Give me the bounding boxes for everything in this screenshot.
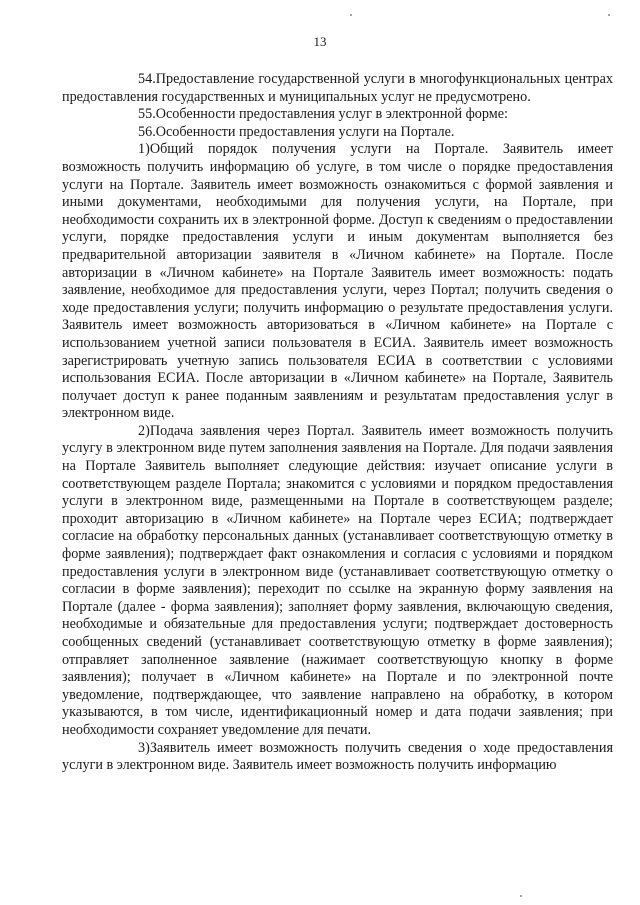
scan-speck [520,895,522,897]
scan-speck [350,14,352,16]
paragraph-text: Общий порядок получения услуги на Портале. Заявитель имеет возможность получить информацию об услуге, в том числе о порядке предоставления услуги на Портале. Заявитель имеет возможность ознакомиться с формой заявления и иными документами, необходимыми для получения услуги, на Портале, при необходимости сохранить их в электронной форме. Доступ к сведениям о предоставлении услуги, порядке предоставления услуги и иным документам выполняется без предварительной авторизации заявителя в «Личном кабинете» на Портале. После авторизации в «Личном кабинете» на Портале Заявитель имеет возможность: подать заявление, необходимое для предоставления услуги, через Портал; получить сведения о ходе предоставления услуги; получить информацию о результате предоставления услуги. Заявитель имеет возможность авторизоваться в «Личном кабинете» на Портале с использованием учетной записи пользователя в ЕСИА. Заявитель имеет возможность зарегистрировать учетную запись пользователя ЕСИА в соответствии с условиями использования ЕСИА. После авторизации в «Личном кабинете» на Портале, Заявитель получает доступ к ранее поданным заявлениям и результатам предоставления услуг в электронном виде. [62,141,613,422]
paragraph-number: 3) [138,739,150,756]
paragraph-item-1 [62,141,613,423]
paragraph-56 [62,124,613,142]
page-number: 13 [313,34,327,49]
document-body [62,71,613,775]
paragraph-number: 54. [138,71,156,87]
paragraph-number: 1) [138,141,150,158]
scan-speck [608,14,610,16]
paragraph-number: 2) [138,422,150,439]
paragraph-item-2 [62,423,613,740]
paragraph-text: Предоставление государственной услуги в многофункциональных центрах предоставления государственных и муниципальных услуг не предусмотрено. [62,71,613,105]
paragraph-item-3 [62,740,613,775]
paragraph-number: 56. [138,123,156,140]
paragraph-text: Особенности предоставления услуг в электронной форме: [155,106,508,123]
paragraph-number: 55. [138,106,156,123]
paragraph-text: Подача заявления через Портал. Заявитель имеет возможность получить услугу в электронном виде путем заполнения заявления на Портале. Для подачи заявления на Портале Заявитель выполняет следующие действия: изучает описание услуги в соответствующем разделе Портала; знакомится с условиями и порядком предоставления услуги в электронном виде, размещенными на Портале в соответствующем разделе; проходит авторизацию в «Личном кабинете» на Портале через ЕСИА; подтверждает согласие на обработку персональных данных (устанавливает соответствующую отметку в форме заявления); подтверждает факт ознакомления и согласия с условиями и порядком предоставления услуги в электронном виде (устанавливает соответствующую отметку о согласии в форме заявления); переходит по ссылке на экранную форму заявления на Портале (далее - форма заявления); заполняет форму заявления, включающую сведения, необходимые и обязательные для предоставления услуги; подтверждает достоверность сообщенных сведений (устанавливает соответствующую отметку в форме заявления); отправляет заполненное заявление (нажимает соответствующую кнопку в форме заявления); получает в «Личном кабинете» на Портале и по электронной почте уведомление, подтверждающее, что заявление направлено на обработку, в котором указываются, в том числе, идентификационный номер и дата подачи заявления; при необходимости сохраняет уведомление для печати. [62,422,613,738]
paragraph-text: Заявитель имеет возможность получить сведения о ходе предоставления услуги в электронном виде. Заявитель имеет возможность получить информацию [62,739,613,774]
paragraph-54 [62,71,613,106]
paragraph-text: Особенности предоставления услуги на Портале. [155,123,455,140]
paragraph-55 [62,106,613,124]
